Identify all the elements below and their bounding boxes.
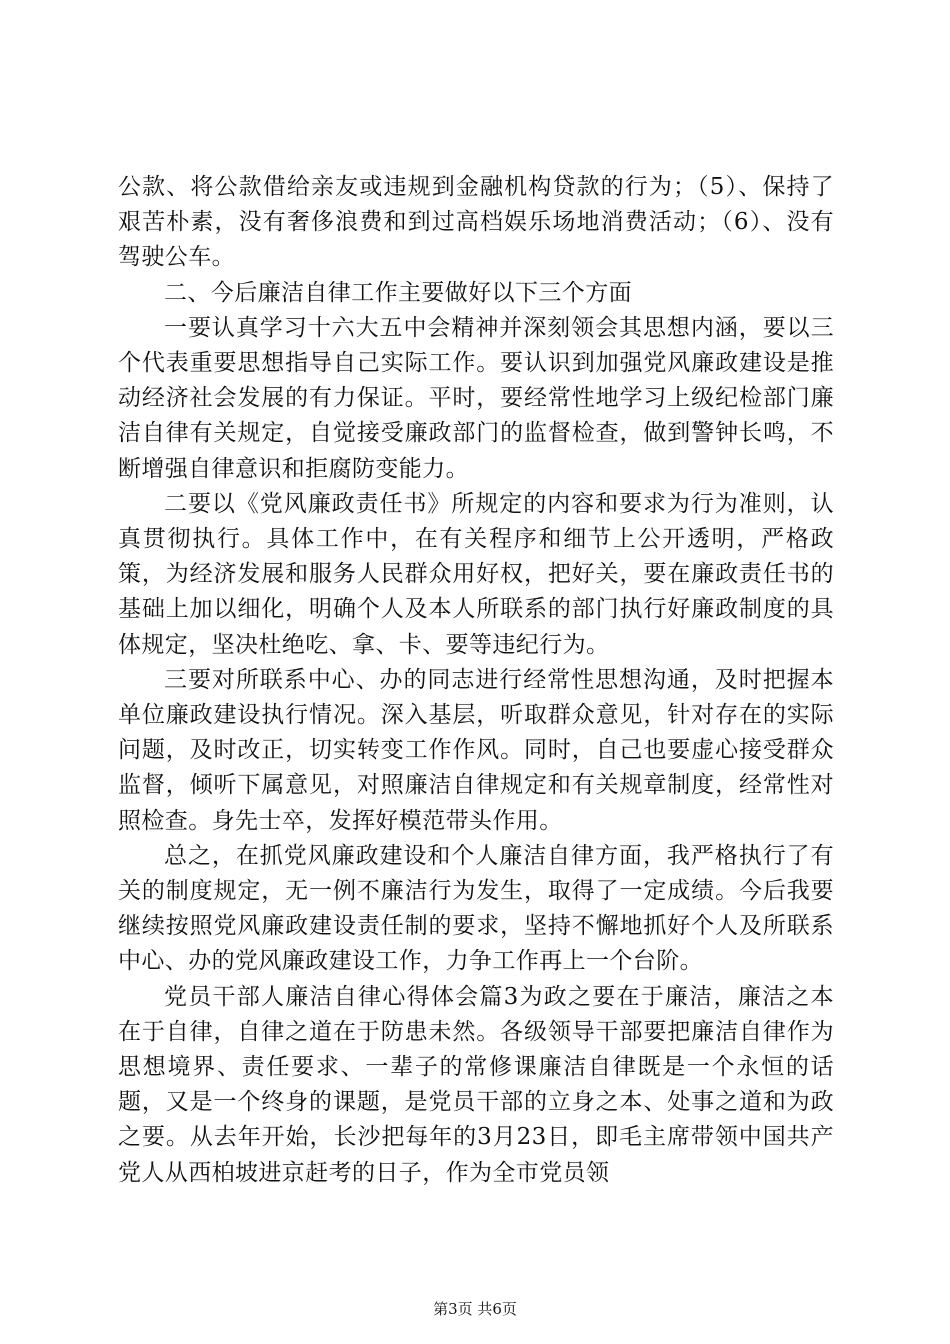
section-heading: 二、今后廉洁自律工作主要做好以下三个方面	[164, 279, 632, 306]
paragraph-point-two: 二要以《党风廉政责任书》所规定的内容和要求为行为准则，认真贯彻执行。具体工作中，在有关程序和细节上公开透明，严格政策，为经济发展和服务人民群众用好权，把好关，要在廉政责任书的基础上加以细化，明确个人及本人所联系的部门执行好廉政制度的具体规定，坚决杜绝吃、拿、卡、要等违纪行为。	[118, 490, 834, 658]
document-body	[118, 170, 834, 1191]
paragraph-point-three: 三要对所联系中心、办的同志进行经常性思想沟通，及时把握本单位廉政建设执行情况。深入基层，听取群众意见，针对存在的实际问题，及时改正，切实转变工作作风。同时，自己也要虚心接受群众监督，倾听下属意见，对照廉洁自律规定和有关规章制度，经常性对照检查。身先士卒，发挥好模范带头作用。	[118, 666, 834, 834]
paragraph-article-three: 党员干部人廉洁自律心得体会篇3为政之要在于廉洁，廉洁之本在于自律，自律之道在于防患未然。各级领导干部要把廉洁自律作为思想境界、责任要求、一辈子的常修课廉洁自律既是一个永恒的话题，又是一个终身的课题，是党员干部的立身之本、处事之道和为政之要。从去年开始，长沙把每年的3月23日，即毛主席带领中国共产党人从西柏坡进京赶考的日子，作为全市党员领	[118, 983, 834, 1186]
page-footer: 第3页 共6页	[433, 1300, 517, 1318]
paragraph-continuation: 公款、将公款借给亲友或违规到金融机构贷款的行为；（5）、保持了艰苦朴素，没有奢侈浪费和到过高档娱乐场地消费活动；（6）、没有驾驶公车。	[118, 174, 834, 271]
paragraph-summary: 总之，在抓党风廉政建设和个人廉洁自律方面，我严格执行了有关的制度规定，无一例不廉洁行为发生，取得了一定成绩。今后我要继续按照党风廉政建设责任制的要求，坚持不懈地抓好个人及所联系中心、办的党风廉政建设工作，力争工作再上一个台阶。	[118, 842, 834, 975]
paragraph-point-one: 一要认真学习十六大五中会精神并深刻领会其思想内涵，要以三个代表重要思想指导自己实际工作。要认识到加强党风廉政建设是推动经济社会发展的有力保证。平时，要经常性地学习上级纪检部门廉洁自律有关规定，自觉接受廉政部门的监督检查，做到警钟长鸣，不断增强自律意识和拒腐防变能力。	[118, 314, 834, 482]
